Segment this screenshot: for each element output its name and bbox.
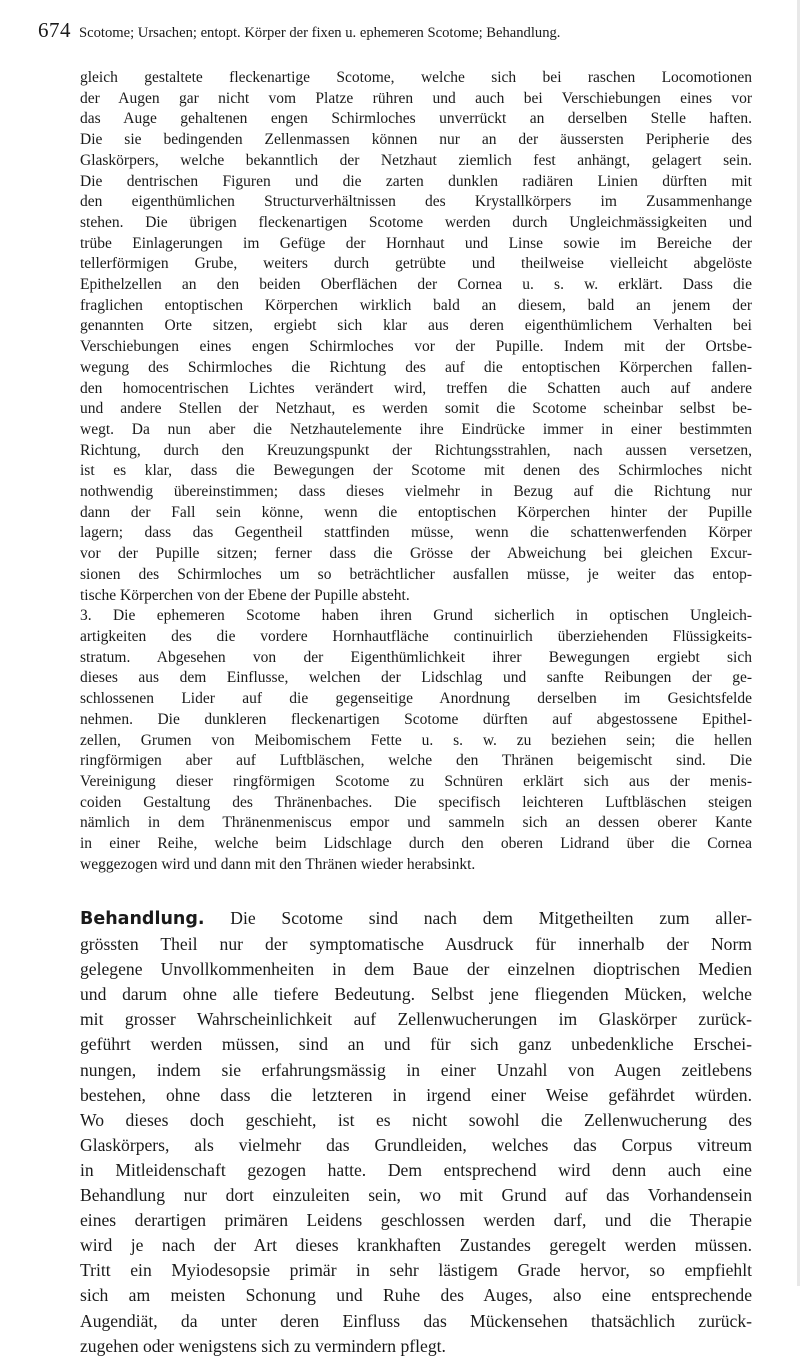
text-line: coiden Gestaltung des Thränenbaches. Die specifisch leichteren Luftbläschen steigen [80,793,752,811]
text-line: fraglichen entoptischen Körperchen wirklich bald an diesem, bald an jenem der [80,296,752,314]
text-line: bestehen, ohne dass die letzteren in irgend einer Weise gefährdet würden. [80,1084,752,1105]
text-line: Verschiebungen eines engen Schirmloches vor der Pupille. Indem mit der Ortsbe- [80,338,752,356]
text-line: Die sie bedingenden Zellenmassen können nur an der äussersten Peripherie des [80,131,752,149]
running-head [38,18,778,43]
text-line: wegung des Schirmloches die Richtung des auf die entoptischen Körperchen fallen- [80,358,752,376]
text-line: dieses aus dem Einflusse, welchen der Lidschlag und sanfte Reibungen der ge- [80,669,752,687]
body-text-treatment [80,906,752,1359]
text-line: geführt werden müssen, sind an und für sich ganz unbedenkliche Erschei- [80,1034,752,1055]
section-heading: Behandlung. [80,909,205,929]
text-line: weggezogen wird und dann mit den Thränen wieder herabsinkt. [80,855,476,873]
text-line: 3. Die ephemeren Scotome haben ihren Grund sicherlich in optischen Ungleich- [80,607,752,625]
text-line: Behandlung nur dort einzuleiten sein, wo mit Grund auf das Vorhandensein [80,1185,752,1206]
text-line: stehen. Die übrigen fleckenartigen Scotome werden durch Ungleichmässigkeiten und [80,213,752,231]
text-line: grössten Theil nur der symptomatische Ausdruck für innerhalb der Norm [80,934,752,955]
text-line: zugehen oder wenigstens sich zu vermindern pflegt. [80,1335,446,1356]
text-line: Glaskörpers, welche bekanntlich der Netzhaut ziemlich fest anhängt, gelagert sein. [80,151,752,169]
text-line: und darum ohne alle tiefere Bedeutung. Selbst jene fliegenden Mücken, welche [80,984,752,1005]
text-line: den homocentrischen Lichtes verändert wird, treffen die Schatten auch auf andere [80,379,752,397]
text-line: Vereinigung dieser ringförmigen Scotome zu Schnüren erklärt sich aus der menis- [80,772,752,790]
text-line: lagern; dass das Gegentheil stattfinden müsse, wenn die schattenwerfenden Körper [80,524,752,542]
text-line: Richtung, durch den Kreuzungspunkt der Richtungsstrahlen, nach aussen versetzen, [80,441,752,459]
text-line: nungen, indem sie erfahrungsmässig in einer Unzahl von Augen zeitlebens [80,1059,752,1080]
text-line: in einer Reihe, welche beim Lidschlage durch den oberen Lidrand über die Cornea [80,835,752,853]
text-line: trübe Einlagerungen im Gefüge der Hornhaut und Linse sowie im Bereiche der [80,234,752,252]
text-line: dann der Fall sein könne, wenn die entoptischen Körperchen hinter der Pupille [80,503,752,521]
text-line: tellerförmigen Grube, weiters durch getrübte und theilweise vielleicht abgelöste [80,255,752,273]
body-text-small [80,68,752,875]
text-line: ringförmigen aber auf Luftbläschen, welche den Thränen beigemischt sind. Die [80,752,752,770]
text-line: ist es klar, dass die Bewegungen der Scotome mit denen des Schirmloches nicht [80,462,752,480]
text-line: Die dentrischen Figuren und die zarten dunklen radiären Linien dürften mit [80,172,752,190]
text-line: nehmen. Die dunkleren fleckenartigen Scotome dürften auf abgestossene Epithel- [80,710,752,728]
text-line: nämlich in dem Thränenmeniscus empor und sammeln sich an dessen oberer Kante [80,814,752,832]
text-line: gleich gestaltete fleckenartige Scotome, welche sich bei raschen Locomotionen [80,69,752,86]
running-title: Scotome; Ursachen; entopt. Körper der fixen u. ephemeren Scotome; Behandlung. [79,25,561,41]
text-line: Wo dieses doch geschieht, ist es nicht sowohl die Zellenwucherung des [80,1109,752,1130]
text-line: Augendiät, da unter deren Einfluss das Mückensehen thatsächlich zurück- [80,1310,752,1331]
text-line: nothwendig übereinstimmen; dass dieses vielmehr in Bezug auf die Richtung nur [80,483,752,501]
text-line: stratum. Abgesehen von der Eigenthümlichkeit ihrer Bewegungen ergiebt sich [80,648,752,666]
text-line: vor der Pupille sitzen; ferner dass die Grösse der Abweichung bei gleichen Excur- [80,545,752,563]
text-line: zellen, Grumen von Meibomischem Fette u. s. w. zu beziehen sein; die hellen [80,731,752,749]
text-line: den eigenthümlichen Structurverhältnissen des Krystallkörpers im Zusammenhange [80,193,752,211]
page-number: 674 [38,18,71,42]
text-line: genannten Orte sitzen, ergiebt sich klar aus deren eigenthümlichem Verhalten bei [80,317,752,335]
text-line: gelegene Unvollkommenheiten in dem Baue der einzelnen dioptrischen Medien [80,959,752,980]
text-line: tische Körperchen von der Ebene der Pupille absteht. [80,586,410,604]
text-line: in Mitleidenschaft gezogen hatte. Dem entsprechend wird denn auch eine [80,1159,752,1180]
text-line: der Augen gar nicht vom Platze rühren und auch bei Verschiebungen eines vor [80,89,752,107]
text-line: wird je nach der Art dieses krankhaften Zustandes geregelt werden müssen. [80,1235,752,1256]
text-line: das Auge gehaltenen engen Schirmloches unverrückt an derselben Stelle haften. [80,110,752,128]
text-line: und andere Stellen der Netzhaut, es werden somit die Scotome scheinbar selbst be- [80,400,752,418]
text-line: schlossenen Lider auf die gegenseitige Anordnung derselben im Gesichtsfelde [80,690,752,708]
text-line: wegt. Da nun aber die Netzhautelemente ihre Eindrücke immer in einer bestimmten [80,420,752,438]
text-line: Epithelzellen an den beiden Oberflächen der Cornea u. s. w. erklärt. Dass die [80,276,752,294]
text-line: Tritt ein Myiodesopsie primär in sehr lästigem Grade hervor, so empfiehlt [80,1260,752,1281]
text-line: mit grosser Wahrscheinlichkeit auf Zellenwucherungen im Glaskörper zurück- [80,1009,752,1030]
text-line: sionen des Schirmloches um so beträchtlicher ausfallen müsse, je weiter das entop- [80,565,752,583]
text-line: eines derartigen primären Leidens geschlossen werden darf, und die Therapie [80,1210,752,1231]
text-line: artigkeiten des die vordere Hornhautfläche continuirlich überziehenden Flüssigkeits- [80,627,752,645]
text-line: sich am meisten Schonung und Ruhe des Auges, also eine entsprechende [80,1285,752,1306]
text-line: Behandlung. Die Scotome sind nach dem Mitgetheilten zum aller- [80,908,752,929]
text-line: Glaskörpers, als vielmehr das Grundleiden, welches das Corpus vitreum [80,1134,752,1155]
